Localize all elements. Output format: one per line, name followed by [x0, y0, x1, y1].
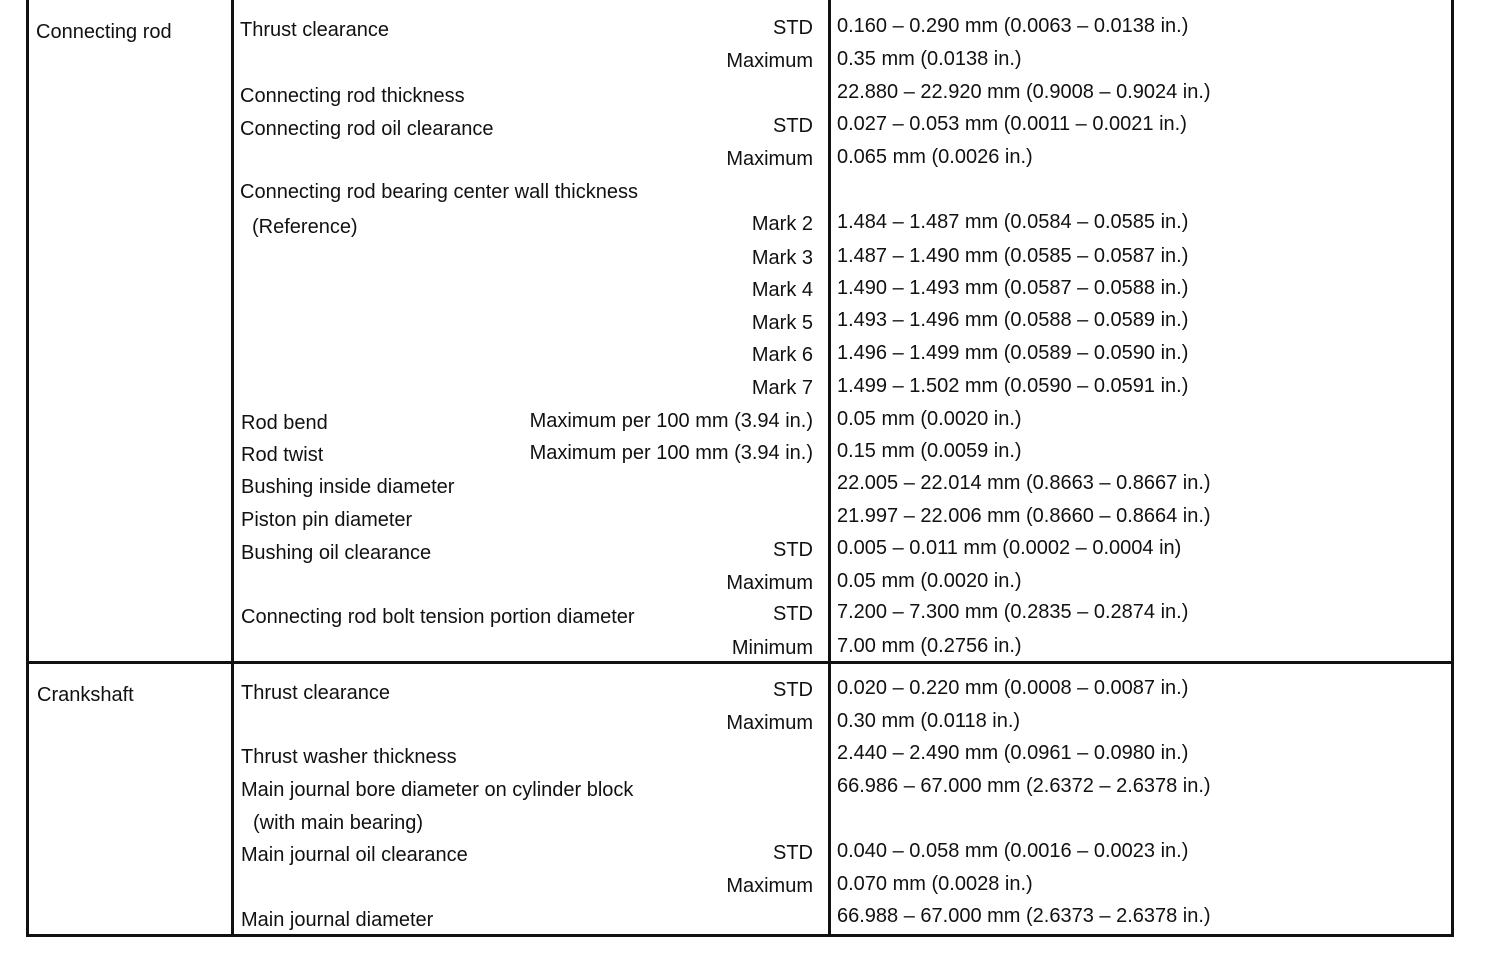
condition-label: STD	[773, 603, 813, 625]
condition-label: STD	[773, 17, 813, 39]
value-column-divider	[828, 0, 831, 934]
item-label: Thrust clearance	[240, 19, 389, 41]
spec-value: 66.986 – 67.000 mm (2.6372 – 2.6378 in.)	[837, 775, 1211, 797]
condition-label: Maximum per 100 mm (3.94 in.)	[529, 442, 813, 464]
item-label: Main journal diameter	[241, 909, 434, 931]
item-label: Piston pin diameter	[241, 509, 413, 531]
condition-label: Mark 3	[751, 247, 813, 269]
spec-value: 21.997 – 22.006 mm (0.8660 – 0.8664 in.)	[837, 505, 1211, 527]
condition-label: STD	[773, 115, 813, 137]
condition-label: Mark 2	[751, 213, 813, 235]
spec-value: 0.040 – 0.058 mm (0.0016 – 0.0023 in.)	[837, 840, 1189, 862]
item-label: Main journal oil clearance	[241, 844, 468, 866]
spec-value: 0.065 mm (0.0026 in.)	[837, 146, 1033, 168]
spec-value: 1.484 – 1.487 mm (0.0584 – 0.0585 in.)	[837, 211, 1189, 233]
spec-value: 0.15 mm (0.0059 in.)	[837, 440, 1022, 462]
spec-value: 0.05 mm (0.0020 in.)	[837, 570, 1022, 592]
condition-label: Maximum per 100 mm (3.94 in.)	[529, 410, 813, 432]
spec-value: 0.05 mm (0.0020 in.)	[837, 408, 1022, 430]
condition-label: Mark 7	[751, 377, 813, 399]
condition-label: Mark 4	[751, 279, 813, 301]
spec-value: 0.005 – 0.011 mm (0.0002 – 0.0004 in)	[837, 537, 1182, 559]
item-label: Rod twist	[241, 444, 324, 466]
condition-label: Maximum	[726, 572, 813, 594]
item-label: Connecting rod bearing center wall thickness	[240, 181, 638, 203]
condition-label: STD	[773, 842, 813, 864]
condition-label: Mark 6	[751, 344, 813, 366]
item-label: Connecting rod oil clearance	[240, 118, 494, 140]
spec-value: 1.499 – 1.502 mm (0.0590 – 0.0591 in.)	[837, 375, 1189, 397]
condition-label: Maximum	[726, 712, 813, 734]
spec-value: 1.487 – 1.490 mm (0.0585 – 0.0587 in.)	[837, 245, 1189, 267]
item-label: Main journal bore diameter on cylinder block	[241, 779, 634, 801]
spec-value: 7.200 – 7.300 mm (0.2835 – 0.2874 in.)	[837, 601, 1189, 623]
condition-label: Maximum	[726, 875, 813, 897]
spec-table	[26, 0, 1454, 937]
spec-value: 7.00 mm (0.2756 in.)	[837, 635, 1022, 657]
spec-value: 0.027 – 0.053 mm (0.0011 – 0.0021 in.)	[837, 113, 1187, 135]
condition-label: Maximum	[726, 50, 813, 72]
spec-value: 1.496 – 1.499 mm (0.0589 – 0.0590 in.)	[837, 342, 1189, 364]
item-label: Connecting rod bolt tension portion diameter	[241, 606, 635, 628]
condition-label: STD	[773, 679, 813, 701]
item-label: (Reference)	[252, 216, 358, 238]
condition-label: Minimum	[731, 637, 813, 659]
spec-value: 2.440 – 2.490 mm (0.0961 – 0.0980 in.)	[837, 742, 1189, 764]
condition-label: Maximum	[726, 148, 813, 170]
component-column-divider	[231, 0, 234, 934]
item-label: (with main bearing)	[253, 812, 424, 834]
spec-value: 0.020 – 0.220 mm (0.0008 – 0.0087 in.)	[837, 677, 1189, 699]
item-label: Thrust washer thickness	[241, 746, 457, 768]
spec-value: 22.005 – 22.014 mm (0.8663 – 0.8667 in.)	[837, 472, 1211, 494]
spec-value: 22.880 – 22.920 mm (0.9008 – 0.9024 in.)	[837, 81, 1211, 103]
item-label: Connecting rod thickness	[240, 85, 465, 107]
item-label: Rod bend	[241, 412, 328, 434]
item-label: Bushing oil clearance	[241, 542, 432, 564]
component-label: Connecting rod	[36, 21, 172, 43]
item-label: Bushing inside diameter	[241, 476, 455, 498]
item-label: Thrust clearance	[241, 682, 390, 704]
spec-value: 1.493 – 1.496 mm (0.0588 – 0.0589 in.)	[837, 309, 1189, 331]
section-divider	[29, 661, 1451, 664]
spec-value: 0.070 mm (0.0028 in.)	[837, 873, 1033, 895]
spec-value: 0.35 mm (0.0138 in.)	[837, 48, 1022, 70]
component-label: Crankshaft	[37, 684, 134, 706]
condition-label: Mark 5	[751, 312, 813, 334]
spec-value: 1.490 – 1.493 mm (0.0587 – 0.0588 in.)	[837, 277, 1189, 299]
spec-value: 66.988 – 67.000 mm (2.6373 – 2.6378 in.)	[837, 905, 1211, 927]
condition-label: STD	[773, 539, 813, 561]
spec-value: 0.160 – 0.290 mm (0.0063 – 0.0138 in.)	[837, 15, 1189, 37]
spec-value: 0.30 mm (0.0118 in.)	[837, 710, 1021, 732]
